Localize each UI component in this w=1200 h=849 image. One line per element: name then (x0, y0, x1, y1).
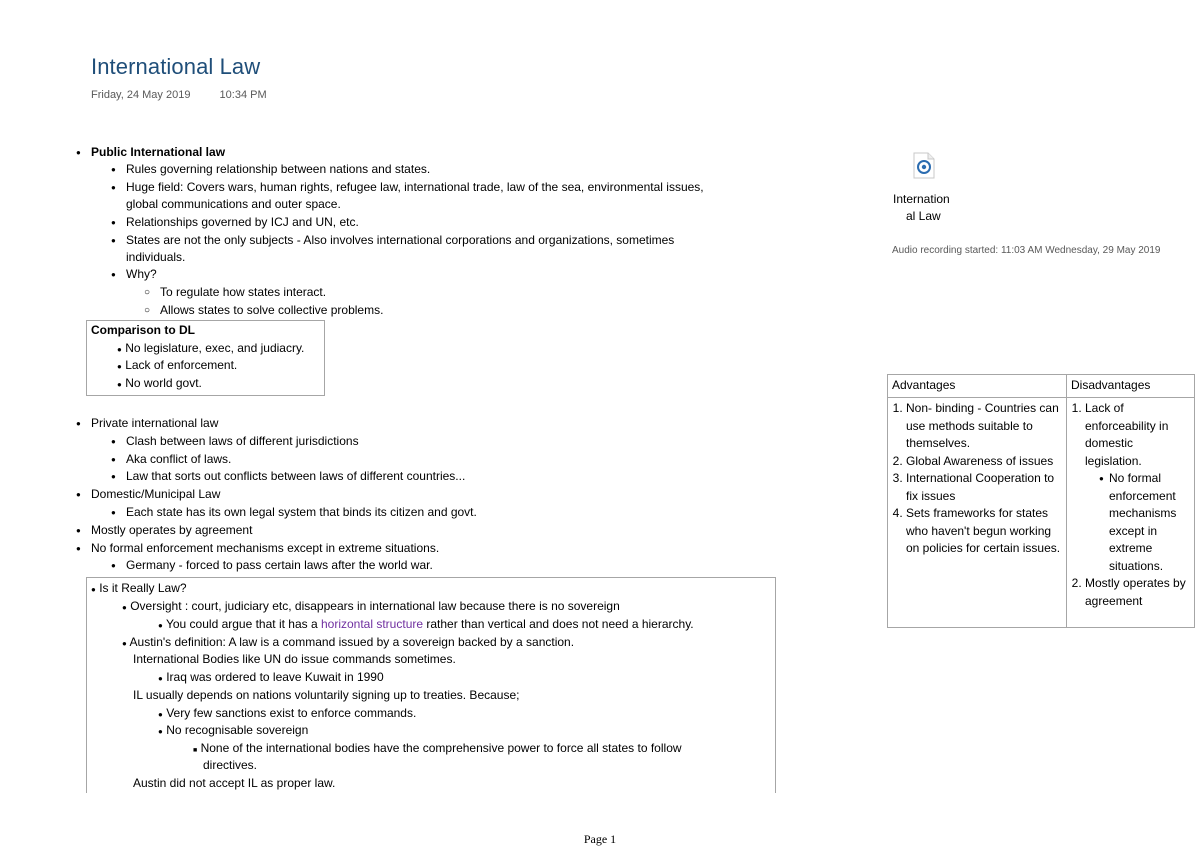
bullet-icon: ● (76, 148, 81, 157)
list-item: 1. Lack of enforceability in domestic legislation. ● No formal enforcement mechanisms except in extreme situations. (1085, 400, 1190, 575)
list-item: Law that sorts out conflicts between laws of different countries... (126, 469, 466, 483)
list-item: 3. International Cooperation to fix issues (906, 470, 1062, 505)
paragraph: Austin did not accept IL as proper law. (133, 776, 336, 790)
list-item: 4. Sets frameworks for states who haven't begun working on policies for certain issues. (906, 505, 1062, 558)
list-item: Clash between laws of different jurisdictions (126, 434, 359, 448)
list-item: Allows states to solve collective problems. (160, 303, 384, 317)
audio-recording-info: Audio recording started: 11:03 AM Wednesday, 29 May 2019 (892, 245, 1161, 256)
paragraph: International Bodies like UN do issue commands sometimes. (133, 652, 456, 666)
attachment-name-continued[interactable]: al Law (906, 209, 941, 223)
page-datetime (91, 89, 267, 101)
list-item: ● You could argue that it has a horizontal structure rather than vertical and does not need a hierarchy. (158, 617, 694, 631)
bullet-icon: ● (76, 526, 81, 535)
bullet-icon: ● (111, 165, 116, 174)
bullet-icon: ● (111, 472, 116, 481)
public-law-heading: Public International law (91, 145, 226, 159)
list-item: Rules governing relationship between nations and states. (126, 162, 431, 176)
list-item: To regulate how states interact. (160, 285, 327, 299)
agreement-item: Mostly operates by agreement (91, 523, 253, 537)
circle-bullet-icon: ○ (144, 287, 151, 298)
page-date: Friday, 24 May 2019 (91, 89, 191, 101)
list-item: ■ None of the international bodies have the comprehensive power to force all states to follow (193, 741, 682, 755)
page-title: International Law (91, 54, 261, 79)
bullet-icon: ● (111, 508, 116, 517)
list-item: ● No recognisable sovereign (158, 723, 309, 737)
list-item: ● Oversight : court, judiciary etc, disappears in international law because there is no sovereign (122, 599, 620, 613)
comparison-heading: Comparison to DL (91, 323, 195, 337)
bullet-icon: ● (76, 490, 81, 499)
list-item: ● Very few sanctions exist to enforce commands. (158, 706, 417, 720)
list-item: Why? (126, 267, 157, 281)
list-item: 1. Non- binding - Countries can use methods suitable to themselves. (906, 400, 1062, 453)
audio-file-icon[interactable] (913, 152, 935, 179)
list-item: ● Lack of enforcement. (117, 358, 238, 372)
disadvantages-cell (1067, 398, 1195, 628)
bullet-icon: ● (1099, 474, 1104, 483)
list-item: Germany - forced to pass certain laws after the world war. (126, 558, 433, 572)
list-item: States are not the only subjects - Also involves international corporations and organizations, sometimes (126, 233, 675, 247)
attachment-name[interactable]: Internation (893, 192, 950, 206)
bullet-icon: ● (111, 455, 116, 464)
bullet-icon: ● (111, 183, 116, 192)
bullet-icon: ● (76, 544, 81, 553)
list-item: ● Austin's definition: A law is a command issued by a sovereign backed by a sanction. (122, 635, 575, 649)
list-item: ● Iraq was ordered to leave Kuwait in 1990 (158, 670, 384, 684)
circle-bullet-icon: ○ (144, 305, 151, 316)
list-item: 2. Global Awareness of issues (906, 453, 1062, 471)
list-item: ● No legislature, exec, and judiacry. (117, 341, 305, 355)
paragraph: IL usually depends on nations voluntarily signing up to treaties. Because; (133, 688, 520, 702)
advantages-table (887, 374, 1195, 628)
list-item: 2. Mostly operates by agreement (1085, 575, 1190, 610)
bullet-icon: ● (111, 218, 116, 227)
list-item-continued: global communications and outer space. (126, 197, 341, 211)
list-item-continued: directives. (203, 758, 258, 772)
table-header-disadvantages: Disadvantages (1067, 375, 1195, 398)
advantages-cell (888, 398, 1067, 628)
sub-list-item: ● No formal enforcement mechanisms except in extreme situations. (1099, 471, 1177, 573)
bullet-icon: ● (111, 561, 116, 570)
bullet-icon: ● (111, 270, 116, 279)
list-item: Huge field: Covers wars, human rights, refugee law, international trade, law of the sea, environmental issues, (126, 180, 704, 194)
bullet-icon: ● (76, 419, 81, 428)
really-law-heading: ● Is it Really Law? (91, 581, 187, 595)
highlighted-term: horizontal structure (320, 617, 424, 631)
list-item: Aka conflict of laws. (126, 452, 232, 466)
list-item: ● No world govt. (117, 376, 202, 390)
list-item-continued: individuals. (126, 250, 186, 264)
domestic-law-heading: Domestic/Municipal Law (91, 487, 221, 501)
enforcement-heading: No formal enforcement mechanisms except in extreme situations. (91, 541, 440, 555)
bullet-icon: ● (111, 437, 116, 446)
table-header-advantages: Advantages (888, 375, 1067, 398)
list-item: Each state has its own legal system that binds its citizen and govt. (126, 505, 477, 519)
private-law-heading: Private international law (91, 416, 219, 430)
page-number: Page 1 (583, 832, 617, 846)
bullet-icon: ● (111, 236, 116, 245)
list-item: Relationships governed by ICJ and UN, etc. (126, 215, 359, 229)
page-time: 10:34 PM (219, 89, 267, 101)
